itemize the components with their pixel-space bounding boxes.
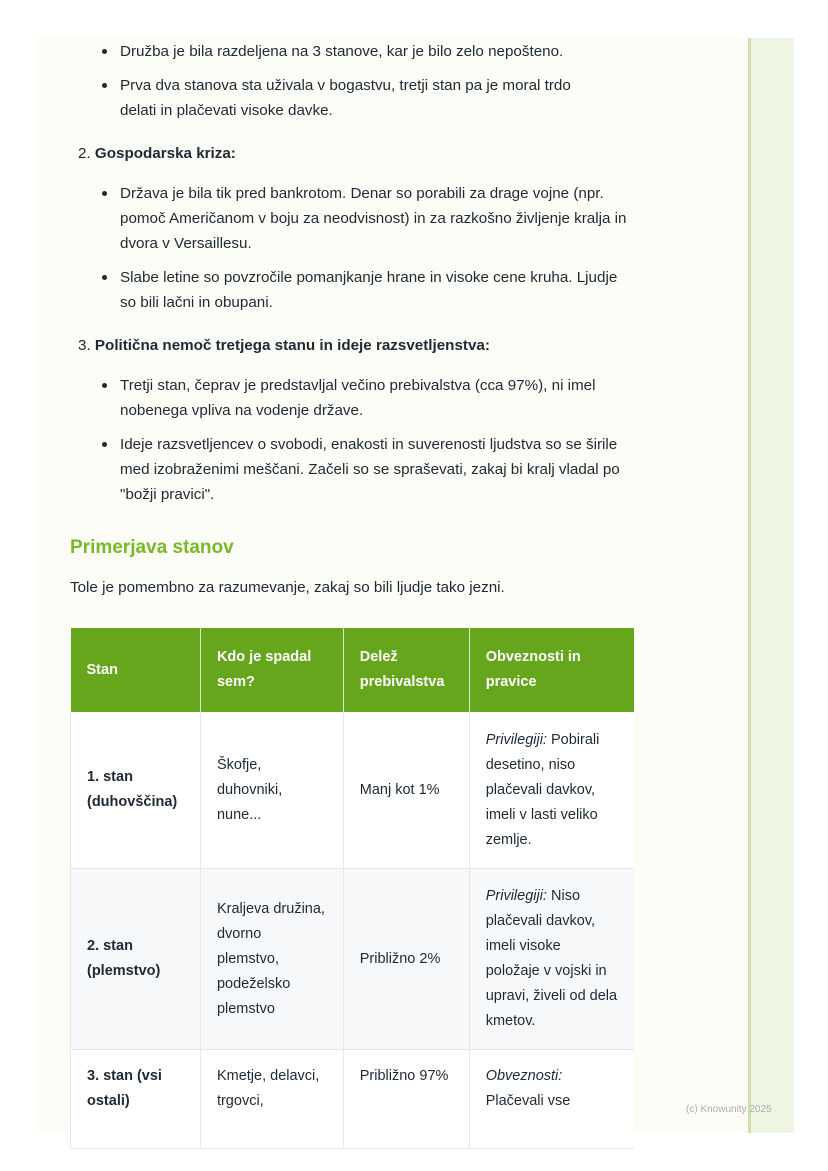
- bullet-list-a: [70, 39, 640, 123]
- list-item: Prva dva stanova sta uživala v bogastvu, tretji stan pa je moral trdo delati in plačevati visoke davke.: [70, 73, 600, 123]
- list-item: Slabe letine so povzročile pomanjkanje hrane in visoke cene kruha. Ljudje so bili lačni in obupani.: [70, 265, 620, 315]
- comparison-table: [70, 628, 634, 1149]
- list-item: Ideje razsvetljencev o svobodi, enakosti in suverenosti ljudstva so se širile med izobraženimi meščani. Začeli so se spraševati, zakaj bi kralj vladal po "božji pravici".: [70, 432, 620, 507]
- column-header: Kdo je spadal sem?: [200, 628, 343, 712]
- numbered-heading-3: [70, 333, 648, 358]
- cell-text: Niso plačevali davkov, imeli visoke položaje v vojski in upravi, živeli od dela kmetov.: [485, 888, 618, 1029]
- column-header: Stan: [71, 628, 201, 712]
- column-header: Obveznosti in pravice: [469, 628, 634, 712]
- table-header-row: [71, 628, 635, 712]
- table-cell-kdo: Škofje, duhovniki, nune...: [200, 712, 343, 869]
- bullet-list-3: [70, 373, 640, 507]
- table-cell-pravice: [469, 869, 634, 1050]
- table-cell-kdo: Kraljeva družina, dvorno plemstvo, podeželsko plemstvo: [200, 869, 343, 1050]
- numbered-heading-2: [70, 141, 236, 166]
- table-cell-stan: 1. stan (duhovščina): [71, 712, 201, 869]
- table-cell-delez: Približno 2%: [343, 869, 469, 1050]
- column-header: Delež prebivalstva: [343, 628, 469, 712]
- cell-label: Privilegiji:: [485, 731, 547, 748]
- decorative-sidebar: [748, 38, 794, 1133]
- bullet-list-2: [70, 181, 640, 315]
- cell-label: Obveznosti:: [485, 1068, 563, 1084]
- heading-text: Gospodarska kriza:: [94, 145, 236, 162]
- table-cell-delez: Približno 97%: [343, 1050, 469, 1149]
- table-cell-pravice: [469, 1050, 634, 1149]
- table-cell-kdo: Kmetje, delavci, trgovci,: [200, 1050, 343, 1149]
- table-row: [71, 1050, 635, 1149]
- table-cell-delez: Manj kot 1%: [343, 712, 469, 869]
- section-intro: Tole je pomembno za razumevanje, zakaj so bili ljudje tako jezni.: [70, 579, 505, 596]
- table-cell-stan: 3. stan (vsi ostali): [71, 1050, 201, 1149]
- table-cell-stan: 2. stan (plemstvo): [71, 869, 201, 1050]
- table-cell-pravice: [469, 712, 634, 869]
- section-title: Primerjava stanov: [70, 537, 234, 558]
- list-item: Država je bila tik pred bankrotom. Denar so porabili za drage vojne (npr. pomoč Američanom v boju za neodvisnost) in za razkošno življenje kralja in dvora v Versaillesu.: [70, 181, 640, 256]
- cell-text: Plačevali vse: [485, 1093, 571, 1109]
- table-row: [71, 712, 635, 869]
- table-row: [71, 869, 635, 1050]
- list-item: Tretji stan, čeprav je predstavljal večino prebivalstva (cca 97%), ni imel nobenega vpliva na vodenje države.: [70, 373, 640, 423]
- heading-text: Politična nemoč tretjega stanu in ideje razsvetljenstva:: [94, 337, 490, 354]
- document-page: [38, 38, 750, 1133]
- cell-text: Pobirali desetino, niso plačevali davkov, imeli v lasti veliko zemlje.: [485, 731, 600, 848]
- heading-number: 2.: [78, 145, 91, 162]
- cell-label: Privilegiji:: [485, 888, 547, 904]
- heading-number: 3.: [78, 337, 91, 354]
- watermark: (c) Knowunity 2025: [686, 1104, 772, 1115]
- list-item: Družba je bila razdeljena na 3 stanove, kar je bilo zelo nepošteno.: [70, 39, 640, 64]
